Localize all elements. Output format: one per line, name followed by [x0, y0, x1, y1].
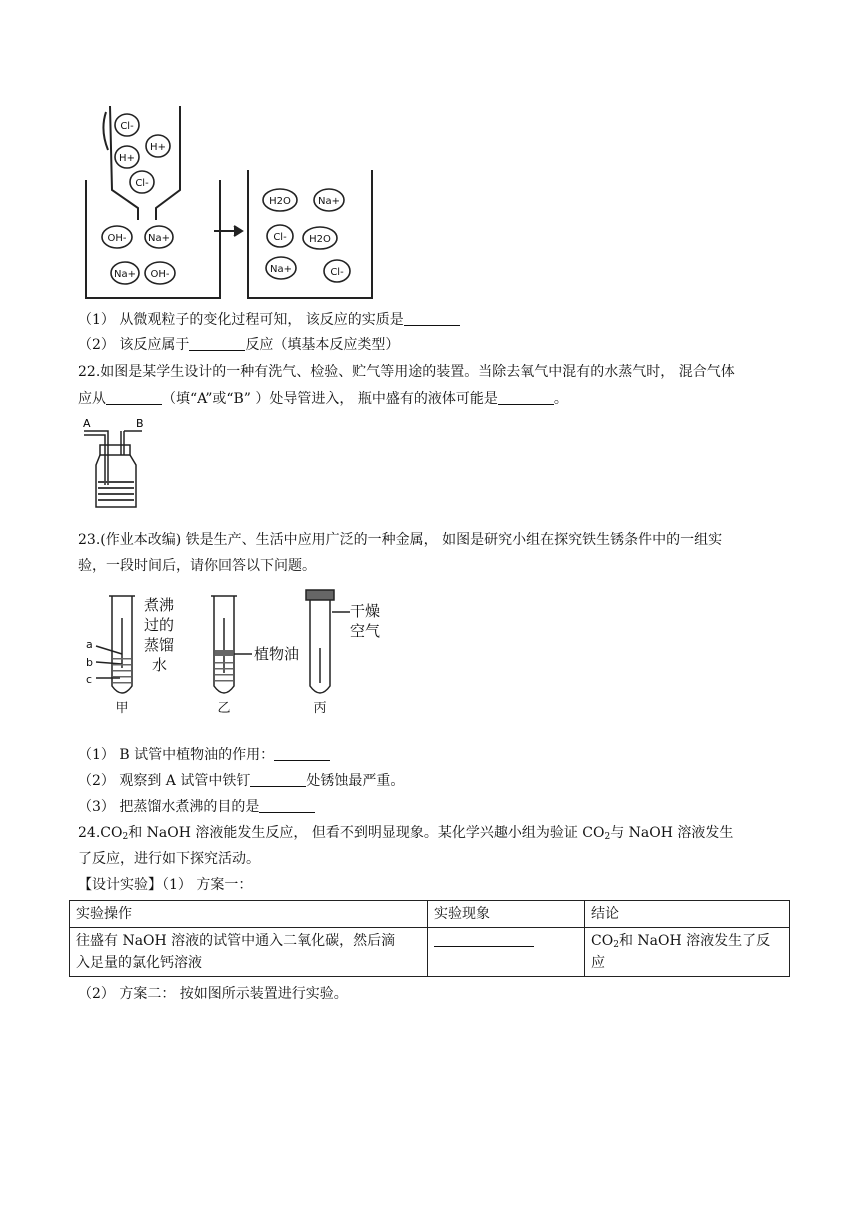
water-label: 蒸馏 — [144, 636, 175, 654]
q23-part2-text: （2） 观察到 A 试管中铁钉 — [78, 773, 251, 789]
q22-stem-c: 。 — [553, 391, 568, 407]
neutralization-figure — [80, 100, 380, 305]
ion-label: Na+ — [270, 264, 292, 275]
air-label: 干燥 — [350, 602, 381, 620]
answer-blank[interactable] — [250, 772, 306, 787]
air-label: 空气 — [350, 622, 381, 640]
ion-label: Cl- — [135, 178, 149, 189]
answer-blank[interactable] — [434, 932, 534, 947]
experiment-table — [69, 900, 790, 977]
q23-line2 — [78, 556, 316, 576]
table-header-row — [70, 901, 790, 928]
q24-line1: $24.CO_2$和 NaOH 溶液能发生反应， 但看不到明显现象。某化学兴趣小组为验证 $CO_2$与 NaOH 溶液发生 — [78, 825, 734, 842]
tube-name: 丙 — [313, 701, 327, 716]
q23-part1-text: （1） B 试管中植物油的作用： — [78, 747, 275, 763]
q22-line1 — [78, 362, 735, 382]
q23-stem: 23.(作业本改编) 铁是生产、生活中应用广泛的一种金属， 如图是研究小组在探究铁生锈条件中的一组实 — [78, 532, 723, 548]
ion-label: Na+ — [114, 269, 136, 280]
header-operation: 实验操作 — [70, 901, 428, 928]
ion-label: OH- — [150, 269, 170, 280]
answer-blank[interactable] — [274, 746, 330, 761]
q21-part2-text-after: 反应（填基本反应类型） — [245, 337, 400, 353]
gas-washing-bottle-figure — [78, 415, 158, 515]
ion-label: H+ — [119, 153, 135, 164]
answer-blank[interactable] — [259, 798, 315, 813]
operation-line: 入足量的氯化钙溶液 — [76, 955, 202, 971]
iron-rusting-figure — [82, 588, 402, 718]
q23-part3-text: （3） 把蒸馏水煮沸的目的是 — [78, 799, 260, 815]
q23-part3 — [78, 797, 315, 817]
answer-blank[interactable] — [498, 390, 554, 405]
q21-part1-text: （1） 从微观粒子的变化过程可知， 该反应的实质是 — [78, 312, 404, 328]
q23-part1 — [78, 745, 330, 765]
q22-stem-b: （填“A”或“B” ）处导管进入， 瓶中盛有的液体可能是 — [162, 391, 498, 407]
answer-blank[interactable] — [404, 311, 460, 326]
q24-stem-b: 和 NaOH 溶液能发生反应， 但看不到明显现象。某化学兴趣小组为验证 CO — [128, 825, 605, 841]
inlet-label-a: A — [83, 417, 91, 430]
header-conclusion: 结论 — [585, 901, 790, 928]
ion-label: Na+ — [148, 233, 170, 244]
inlet-label-b: B — [136, 417, 144, 430]
design-heading: 【设计实验】（1） 方案一： — [78, 877, 253, 893]
q23-part2 — [78, 771, 404, 791]
q23-stem-2: 验，一段时间后，请你回答以下问题。 — [78, 558, 316, 574]
ion-label: Cl- — [273, 232, 287, 243]
tube-name: 乙 — [217, 701, 231, 716]
table-row — [70, 928, 790, 977]
ion-label: Cl- — [120, 121, 134, 132]
answer-blank[interactable] — [106, 390, 162, 405]
tube-name: 甲 — [115, 701, 129, 716]
answer-blank[interactable] — [189, 336, 245, 351]
ion-label: Na+ — [318, 196, 340, 207]
mark-c: c — [86, 673, 93, 686]
q24-stem-2: 了反应，进行如下探究活动。 — [78, 851, 260, 867]
operation-cell — [70, 928, 428, 977]
water-label: 煮沸 — [144, 596, 175, 614]
water-label: 水 — [152, 656, 168, 674]
header-phenomenon: 实验现象 — [428, 901, 585, 928]
ion-label: H2O — [269, 196, 291, 207]
q22-stem: 22.如图是某学生设计的一种有洗气、检验、贮气等用途的装置。当除去氧气中混有的水蒸气时， 混合气体 — [78, 364, 735, 380]
q24-stem-c: 与 NaOH 溶液发生 — [610, 825, 734, 841]
q22-stem-a: 应从 — [78, 391, 106, 407]
water-label: 过的 — [144, 616, 175, 634]
q21-part1 — [78, 310, 460, 330]
conclusion-text-a: CO — [591, 933, 614, 949]
q23-line1 — [78, 530, 722, 550]
phenomenon-cell — [428, 928, 585, 977]
ion-label: H2O — [309, 234, 331, 245]
mark-a: a — [86, 638, 93, 651]
conclusion-text-b: 和 NaOH 溶液发生了反应 — [591, 933, 771, 971]
q24-stem-a: 24.CO — [78, 825, 123, 841]
oil-label: 植物油 — [254, 645, 300, 663]
operation-line: 往盛有 NaOH 溶液的试管中通入二氧化碳，然后滴 — [76, 933, 396, 949]
conclusion-cell: $CO_2$和 NaOH 溶液发生了反应 — [585, 928, 790, 977]
q24-part2 — [78, 984, 348, 1004]
q21-part2-text: （2） 该反应属于 — [78, 337, 190, 353]
q21-part2 — [78, 335, 399, 355]
q22-line2 — [78, 389, 568, 409]
q24-design — [78, 875, 252, 895]
q24-part2-text: （2） 方案二： 按如图所示装置进行实验。 — [78, 986, 348, 1002]
q24-line2 — [78, 849, 260, 869]
q23-part2-text-after: 处锈蚀最严重。 — [306, 773, 405, 789]
ion-label: OH- — [107, 233, 127, 244]
ion-label: Cl- — [330, 267, 344, 278]
ion-label: H+ — [150, 142, 166, 153]
mark-b: b — [86, 656, 93, 669]
